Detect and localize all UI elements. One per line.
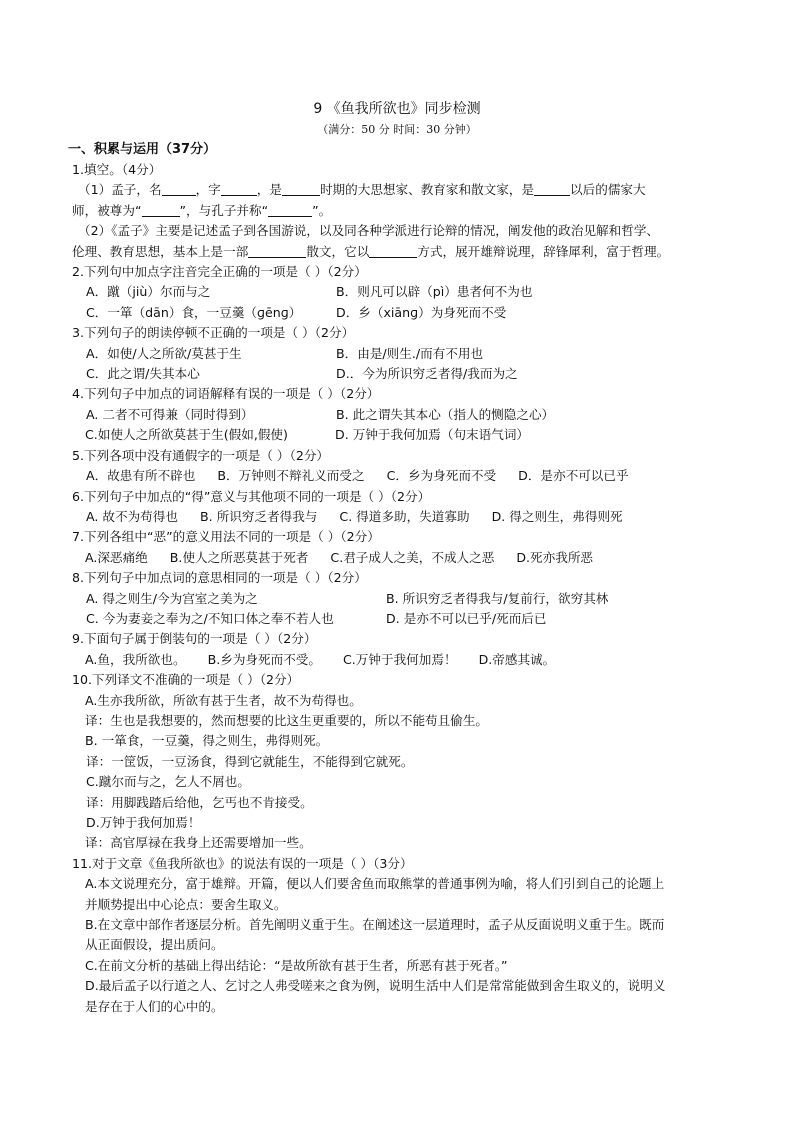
answer-blank[interactable] [268, 202, 312, 217]
answer-blank[interactable] [534, 181, 570, 196]
question-8-stem: 8.下列句子中加点词的意思相同的一项是（ ）（2分） [72, 570, 367, 586]
worksheet-content [68, 140, 732, 1017]
question-3-options-row-2 [86, 364, 732, 384]
text: 伦理、教育思想，基本上是一部 [72, 243, 249, 259]
option-a-translation: 译：生也是我想要的，然而想要的比这生更重要的，所以不能苟且偷生。 [85, 712, 488, 728]
option-c-translation: 译：用脚践踏后给他，乞丐也不肯接受。 [86, 794, 313, 810]
option-d[interactable]: D.．今为所识穷乏者得/我而为之 [336, 366, 518, 382]
option-a[interactable]: A．故患有所不辟也 [86, 468, 196, 484]
question-5-options [86, 466, 732, 486]
option-b[interactable]: B.使人之所恶莫甚于死者 [169, 549, 309, 565]
option-c[interactable]: C．乡为身死而不受 [386, 468, 497, 484]
text: 以后的儒家大 [570, 182, 646, 198]
option-b[interactable]: B.在文章中部作者逐层分析。首先阐明义重于生。在阐述这一层道理时，孟子从反面说明义重于生。既而 [85, 917, 665, 933]
page-title: 9 《鱼我所欲也》同步检测 [313, 101, 481, 117]
question-6-options [86, 507, 732, 527]
option-b[interactable]: B．由是/则生./而有不用也 [336, 345, 484, 361]
page-subtitle: （满分：50 分 时间：30 分钟） [317, 123, 477, 136]
option-a[interactable]: A.本文说理充分，富于雄辩。开篇，便以人们要舍鱼而取熊掌的普通事例为喻，将人们引到自己的论题上 [85, 876, 665, 892]
option-d[interactable]: D.最后孟子以行道之人、乞讨之人弗受嗟来之食为例，说明生活中人们是常常能做到舍生取义的，说明义 [85, 978, 666, 994]
question-2-options-row-1 [86, 282, 732, 302]
option-d[interactable]: D.死亦我所恶 [516, 549, 594, 565]
option-b[interactable]: B. 所识穷乏者得我与 [199, 508, 318, 524]
option-b[interactable]: B. 所识穷乏者得我与/复前行，欲穷其林 [386, 590, 609, 606]
question-11-stem: 11.对于文章《鱼我所欲也》的说法有误的一项是（ ）（3分） [72, 855, 413, 871]
option-d-translation: 译：高官厚禄在我身上还需要增加一些。 [85, 835, 312, 851]
option-c[interactable]: C. 得道多助，失道寡助 [339, 508, 470, 524]
option-b-continued: 从正面假设，提出质问。 [85, 937, 224, 953]
text: ，字 [195, 182, 221, 198]
text: ”，与孔子并称“ [179, 202, 269, 218]
option-a[interactable]: A. 二者不可得兼（同时得到） [86, 406, 254, 422]
option-c[interactable]: C.在前文分析的基础上得出结论：“是故所欲有甚于生者，所恶有甚于死者。” [85, 957, 508, 973]
option-a-continued: 并顺势提出中心论点：要舍生取义。 [85, 896, 287, 912]
text: 师，被尊为“ [72, 202, 142, 218]
text: 时期的大思想家、教育家和散文家，是 [319, 182, 535, 198]
option-a[interactable]: A. 得之则生/今为宫室之美为之 [86, 590, 258, 606]
option-b[interactable]: B．万钟则不辩礼义而受之 [217, 468, 365, 484]
question-8-options-row-2 [86, 609, 732, 629]
option-b[interactable]: B. 此之谓失其本心（指人的恻隐之心） [336, 406, 555, 422]
option-d[interactable]: D.万钟于我何加焉！ [86, 815, 201, 830]
option-b[interactable]: B.乡为身死而不受。 [207, 651, 321, 667]
option-d-continued: 是存在于人们的心中的。 [85, 998, 224, 1014]
answer-blank[interactable] [162, 181, 196, 196]
option-c[interactable]: C.君子成人之美，不成人之恶 [330, 549, 495, 565]
question-1-stem: 1.填空。（4分） [72, 162, 162, 177]
question-1-line-4 [72, 242, 732, 262]
answer-blank[interactable] [369, 243, 417, 258]
text: 方式，展开雄辩说理，辞锋犀利，富于哲理。 [417, 243, 670, 259]
question-1-line-1 [78, 180, 732, 200]
option-d[interactable]: D. 是亦不可以已乎/死而后已 [386, 610, 547, 626]
question-1-line-3: （2）《孟子》主要是记述孟子到各国游说，以及同各种学派进行论辩的情况，阐发他的政治见解和哲学、 [78, 223, 660, 239]
option-c[interactable]: C．一箪（dān）食，一豆羹（ɡēnɡ） [86, 304, 302, 320]
option-c[interactable]: C. 今为妻妾之奉为之/不知口体之奉不若人也 [86, 610, 334, 626]
question-4-options-row-2 [85, 425, 732, 445]
option-b[interactable]: B. 一箪食，一豆羹，得之则生，弗得则死。 [85, 733, 329, 749]
answer-blank[interactable] [282, 181, 320, 196]
question-7-stem: 7.下列各组中“恶”的意义用法不同的一项是（ ）（2分） [72, 529, 380, 545]
option-a[interactable]: A．蹴（jiù）尔而与之 [86, 284, 211, 300]
text: ，是 [256, 182, 282, 198]
question-9-options [85, 650, 732, 670]
option-d[interactable]: D. 得之则生，弗得则死 [491, 508, 623, 524]
answer-blank[interactable] [142, 202, 180, 217]
question-7-options [85, 548, 732, 568]
question-4-options-row-1 [86, 405, 732, 425]
section-heading: 一、积累与运用（37分） [68, 142, 217, 157]
option-c[interactable]: C．此之谓/失其本心 [86, 366, 200, 382]
option-c[interactable]: C.万钟于我何加焉！ [343, 651, 457, 667]
question-10-stem: 10.下列译文不准确的一项是（ ）（2分） [72, 672, 300, 688]
answer-blank[interactable] [248, 243, 306, 258]
option-a[interactable]: A．如使/人之所欲/莫甚于生 [86, 345, 242, 361]
text: 散文，它以 [306, 243, 370, 259]
answer-blank[interactable] [221, 181, 257, 196]
question-9-stem: 9.下面句子属于倒装句的一项是（ ）（2分） [72, 631, 317, 647]
question-5-stem: 5.下列各项中没有通假字的一项是（ ）（2分） [72, 447, 330, 463]
option-c[interactable]: C.如使人之所欲莫甚于生(假如,假使) [85, 427, 288, 443]
question-3-options-row-1 [86, 344, 732, 364]
option-d[interactable]: D.帝感其诚。 [478, 651, 556, 667]
question-2-stem: 2.下列句中加点字注音完全正确的一项是（ ）（2分） [72, 264, 367, 280]
option-b-translation: 译：一筐饭，一豆汤食，得到它就能生，不能得到它就死。 [86, 753, 414, 769]
option-c[interactable]: C.蹴尔而与之，乞人不屑也。 [86, 774, 250, 790]
question-1-line-2 [72, 201, 732, 221]
option-d[interactable]: D．是亦不可以已乎 [518, 468, 629, 484]
option-a[interactable]: A. 故不为苟得也 [86, 508, 178, 524]
option-a[interactable]: A.鱼，我所欲也。 [85, 651, 186, 667]
option-d[interactable]: D．乡（xiānɡ）为身死而不受 [336, 304, 507, 320]
option-a[interactable]: A.生亦我所欲，所欲有甚于生者，故不为苟得也。 [85, 692, 362, 708]
text: ”。 [312, 202, 332, 218]
question-2-options-row-2 [86, 303, 732, 323]
question-3-stem: 3.下列句子的朗读停顿不正确的一项是（ ）（2分） [72, 325, 355, 341]
question-6-stem: 6.下列句子中加点的“得”意义与其他项不同的一项是（ ）（2分） [72, 488, 431, 504]
option-b[interactable]: B．则凡可以辟（pì）患者何不为也 [336, 284, 533, 300]
question-4-stem: 4.下列句子中加点的词语解释有误的一项是（ ）（2分） [72, 386, 380, 402]
question-8-options-row-1 [86, 589, 732, 609]
option-d[interactable]: D. 万钟于我何加焉（句末语气词） [335, 427, 530, 443]
text: （1）孟子，名 [78, 182, 162, 198]
option-a[interactable]: A.深恶痛绝 [85, 549, 148, 565]
